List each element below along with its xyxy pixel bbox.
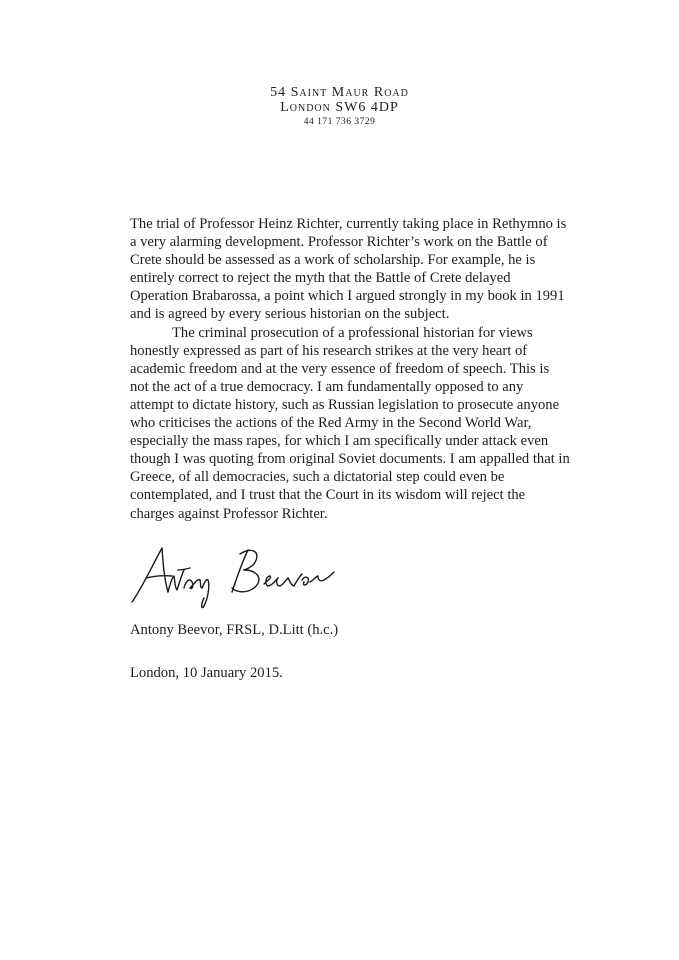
letterhead-city: London SW6 4DP [280, 100, 399, 115]
letter-paragraph-2: The criminal prosecution of a professional historian for views honestly expressed as part of his research strikes at the very heart of academic freedom and at the very essence of freedom of speech. This is not the act of a true democracy. I am fundamentally opposed to any attempt to dictate history, such as Russian legislation to prosecute anyone who criticises the actions of the Red Army in the Second World War, especially the mass rapes, for which I am specifically under attack even though I was quoting from original Soviet documents. I am appalled that in Greece, of all democracies, such a dictatorial step could even be contemplated, and I trust that the Court in its wisdom will reject the charges against Professor Richter. [130, 324, 570, 522]
signer-name: Antony Beevor, FRSL, D.Litt (h.c.) [130, 622, 339, 638]
place-and-date: London, 10 January 2015. [130, 665, 283, 681]
letterhead [0, 86, 679, 129]
letterhead-phone: 44 171 736 3729 [303, 117, 376, 127]
letter-paragraph-1: The trial of Professor Heinz Richter, currently taking place in Rethymno is a very alarming development. Professor Richter’s work on the Battle of Crete should be assessed as a work of scholarship. For example, he is entirely correct to reject the myth that the Battle of Crete delayed Operation Brabarossa, a point which I argued strongly in my book in 1991 and is agreed by every serious historian on the subject. [130, 216, 567, 323]
letterhead-street: 54 Saint Maur Road [270, 85, 409, 100]
letter-body [130, 215, 570, 523]
handwritten-signature [128, 540, 338, 610]
